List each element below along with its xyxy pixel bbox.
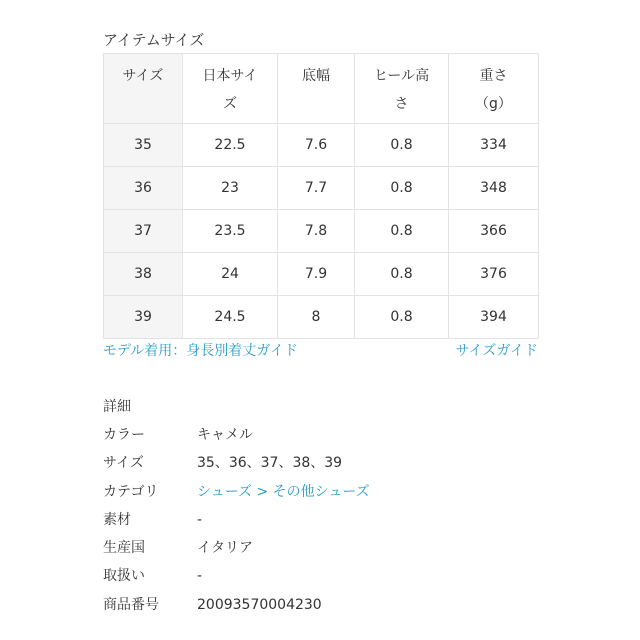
detail-value: キャメル — [197, 427, 253, 443]
detail-row-size — [103, 453, 370, 481]
table-row — [104, 124, 539, 167]
size-guide-link[interactable]: サイズガイド — [455, 343, 538, 359]
header-label: ズ — [223, 96, 237, 112]
detail-row-product-number — [103, 595, 370, 623]
table-cell: 7.7 — [278, 167, 355, 210]
detail-label: 生産国 — [103, 540, 145, 557]
header-label: 重さ — [479, 68, 508, 84]
table-cell: 24.5 — [183, 296, 278, 339]
header-label: ヒール高 — [373, 68, 430, 84]
table-cell: 22.5 — [183, 124, 278, 167]
table-cell: 37 — [104, 210, 183, 253]
size-table — [103, 53, 539, 339]
detail-value: - — [197, 568, 203, 585]
table-cell: 24 — [183, 253, 278, 296]
table-cell: 0.8 — [355, 296, 449, 339]
table-cell: 0.8 — [355, 210, 449, 253]
detail-label: カラー — [103, 427, 145, 443]
table-cell: 376 — [449, 253, 539, 296]
guide-links — [103, 341, 538, 361]
table-cell: 366 — [449, 210, 539, 253]
table-cell: 7.8 — [278, 210, 355, 253]
table-header-row — [104, 54, 539, 124]
model-wear-guide-link[interactable]: モデル着用：身長別着丈ガイド — [103, 343, 298, 359]
header-label: サイズ — [122, 68, 164, 84]
table-cell: 0.8 — [355, 253, 449, 296]
table-cell: 38 — [104, 253, 183, 296]
detail-label: 商品番号 — [103, 596, 159, 613]
header-label: 底幅 — [302, 68, 330, 84]
detail-value: - — [197, 511, 203, 528]
table-cell: 0.8 — [355, 124, 449, 167]
table-cell: 0.8 — [355, 167, 449, 210]
header-size — [104, 54, 183, 124]
detail-label: サイズ — [103, 455, 144, 472]
table-cell: 394 — [449, 296, 539, 339]
table-cell: 23 — [183, 167, 278, 210]
table-cell: 334 — [449, 124, 539, 167]
header-sole-width — [278, 54, 355, 124]
detail-label: カテゴリ — [103, 483, 159, 500]
detail-row-country — [103, 538, 370, 566]
table-row — [104, 296, 539, 339]
header-label: さ — [394, 96, 409, 112]
detail-row-care — [103, 566, 370, 594]
detail-value: 20093570004230 — [197, 596, 322, 613]
table-cell: 23.5 — [183, 210, 278, 253]
header-label: 日本サイ — [202, 68, 258, 84]
header-heel-height — [355, 54, 449, 124]
table-row — [104, 253, 539, 296]
detail-row-color — [103, 425, 370, 453]
detail-label: 素材 — [103, 511, 131, 528]
detail-label: 取扱い — [103, 568, 145, 585]
detail-row-material — [103, 510, 370, 538]
table-cell: 35 — [104, 124, 183, 167]
detail-value: イタリア — [197, 540, 253, 557]
table-cell: 39 — [104, 296, 183, 339]
table-row — [104, 210, 539, 253]
detail-row-category — [103, 482, 370, 510]
table-cell: 36 — [104, 167, 183, 210]
header-weight — [449, 54, 539, 124]
header-label: （g） — [475, 96, 512, 112]
table-cell: 348 — [449, 167, 539, 210]
details-list — [103, 425, 370, 623]
details-title: 詳細 — [103, 399, 131, 415]
table-cell: 7.9 — [278, 253, 355, 296]
header-japan-size — [183, 54, 278, 124]
detail-value: 35、36、37、38、39 — [197, 455, 343, 472]
table-row — [104, 167, 539, 210]
category-link[interactable]: シューズ > その他シューズ — [197, 483, 370, 500]
item-size-title: アイテムサイズ — [103, 31, 205, 49]
table-cell: 8 — [278, 296, 355, 339]
table-cell: 7.6 — [278, 124, 355, 167]
